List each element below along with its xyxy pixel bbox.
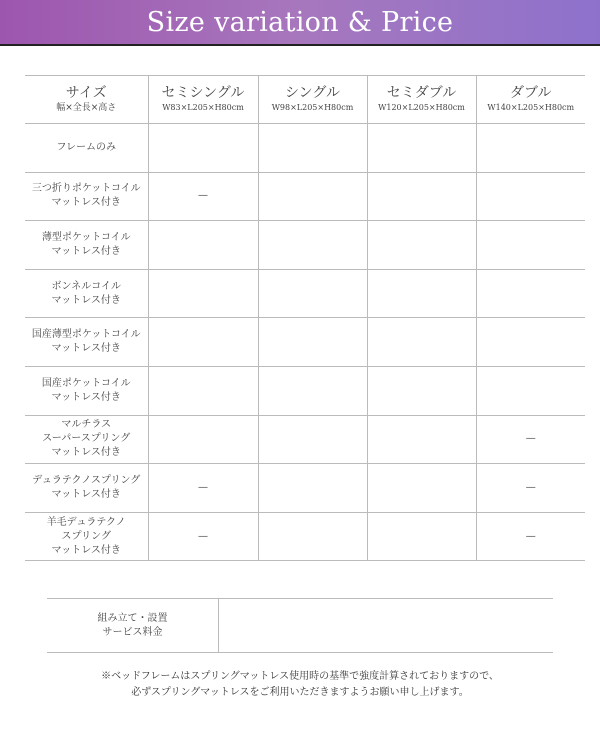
column-name: セミシングル <box>161 85 245 101</box>
price-cell <box>367 172 476 221</box>
column-dims: W140×L205×H80cm <box>487 103 575 112</box>
service-label <box>47 599 219 653</box>
price-cell <box>367 366 476 415</box>
row-label <box>25 318 148 367</box>
price-cell <box>476 221 585 270</box>
table-row <box>25 124 585 173</box>
price-cell: — <box>476 415 585 464</box>
price-cell: — <box>476 464 585 513</box>
footnote <box>0 669 600 701</box>
row-label <box>25 464 148 513</box>
row-label <box>25 366 148 415</box>
column-header <box>148 76 258 124</box>
column-name: ダブル <box>510 85 552 101</box>
price-cell <box>258 269 367 318</box>
row-label-line: 羊毛デュラテクノ <box>46 516 126 528</box>
row-label-line: フレームのみ <box>56 141 117 153</box>
row-label-line: マルチラス <box>61 419 112 431</box>
table-row <box>25 172 585 221</box>
price-cell <box>148 221 258 270</box>
row-label-line: 三つ折りポケットコイル <box>31 183 141 195</box>
row-label-line: マットレス付き <box>51 245 121 257</box>
row-label <box>25 124 148 173</box>
row-label <box>25 415 148 464</box>
price-cell <box>148 366 258 415</box>
service-label-line: サービス料金 <box>102 626 163 638</box>
size-sublabel: 幅×全長×高さ <box>56 103 117 113</box>
column-name: セミダブル <box>386 85 457 101</box>
row-label <box>25 172 148 221</box>
price-cell <box>258 464 367 513</box>
price-cell <box>476 269 585 318</box>
table-row <box>25 269 585 318</box>
row-label-line: 国産薄型ポケットコイル <box>31 329 141 341</box>
size-header <box>25 76 148 124</box>
row-label-line: デュラテクノスプリング <box>32 474 141 486</box>
row-label-line: マットレス付き <box>51 343 121 355</box>
price-cell <box>148 124 258 173</box>
service-label-line: 組み立て・設置 <box>97 612 168 624</box>
price-cell <box>367 512 476 561</box>
row-label-line: ボンネルコイル <box>51 280 121 292</box>
price-cell <box>258 221 367 270</box>
row-label-line: マットレス付き <box>51 447 121 459</box>
table-row <box>25 221 585 270</box>
price-cell: — <box>148 172 258 221</box>
price-cell <box>148 318 258 367</box>
row-label-line: マットレス付き <box>51 488 121 500</box>
note-line: 必ずスプリングマットレスをご利用いただきますようお願い申し上げます。 <box>131 687 469 698</box>
table-row <box>25 512 585 561</box>
service-price <box>219 599 554 653</box>
price-cell <box>367 124 476 173</box>
service-row <box>47 599 553 653</box>
table-header-row <box>25 76 585 124</box>
price-cell <box>367 269 476 318</box>
price-table <box>25 75 585 561</box>
row-label-line: マットレス付き <box>51 294 121 306</box>
column-dims: W83×L205×H80cm <box>162 103 244 112</box>
column-dims: W98×L205×H80cm <box>271 103 354 112</box>
price-cell <box>258 366 367 415</box>
title-banner <box>0 0 600 46</box>
price-cell: — <box>148 512 258 561</box>
row-label-line: マットレス付き <box>51 197 121 209</box>
service-table <box>47 598 553 653</box>
page-title: Size variation & Price <box>146 6 454 38</box>
price-cell <box>258 124 367 173</box>
price-cell <box>367 318 476 367</box>
row-label <box>25 512 148 561</box>
row-label-line: 国産ポケットコイル <box>41 377 131 389</box>
size-label: サイズ <box>65 85 107 101</box>
price-cell <box>476 124 585 173</box>
column-header <box>258 76 367 124</box>
price-cell <box>258 172 367 221</box>
row-label <box>25 221 148 270</box>
price-cell <box>148 415 258 464</box>
column-name: シングル <box>285 85 340 101</box>
price-cell <box>476 172 585 221</box>
price-cell <box>258 415 367 464</box>
price-cell <box>148 269 258 318</box>
price-cell <box>367 415 476 464</box>
column-header <box>367 76 476 124</box>
row-label-line: 薄型ポケットコイル <box>41 231 131 243</box>
price-cell <box>367 221 476 270</box>
price-cell: — <box>148 464 258 513</box>
price-cell <box>476 366 585 415</box>
row-label-line: スーパースプリング <box>42 433 131 445</box>
table-row <box>25 318 585 367</box>
price-cell <box>367 464 476 513</box>
column-header <box>476 76 585 124</box>
table-row <box>25 415 585 464</box>
table-row <box>25 464 585 513</box>
table-row <box>25 366 585 415</box>
price-cell: — <box>476 512 585 561</box>
row-label-line: スプリング <box>61 530 111 542</box>
note-line: ※ベッドフレームはスプリングマットレス使用時の基準で強度計算されておりますので、 <box>101 671 499 682</box>
row-label <box>25 269 148 318</box>
price-cell <box>476 318 585 367</box>
column-dims: W120×L205×H80cm <box>378 103 465 112</box>
row-label-line: マットレス付き <box>51 391 121 403</box>
row-label-line: マットレス付き <box>51 544 121 556</box>
price-cell <box>258 512 367 561</box>
price-cell <box>258 318 367 367</box>
